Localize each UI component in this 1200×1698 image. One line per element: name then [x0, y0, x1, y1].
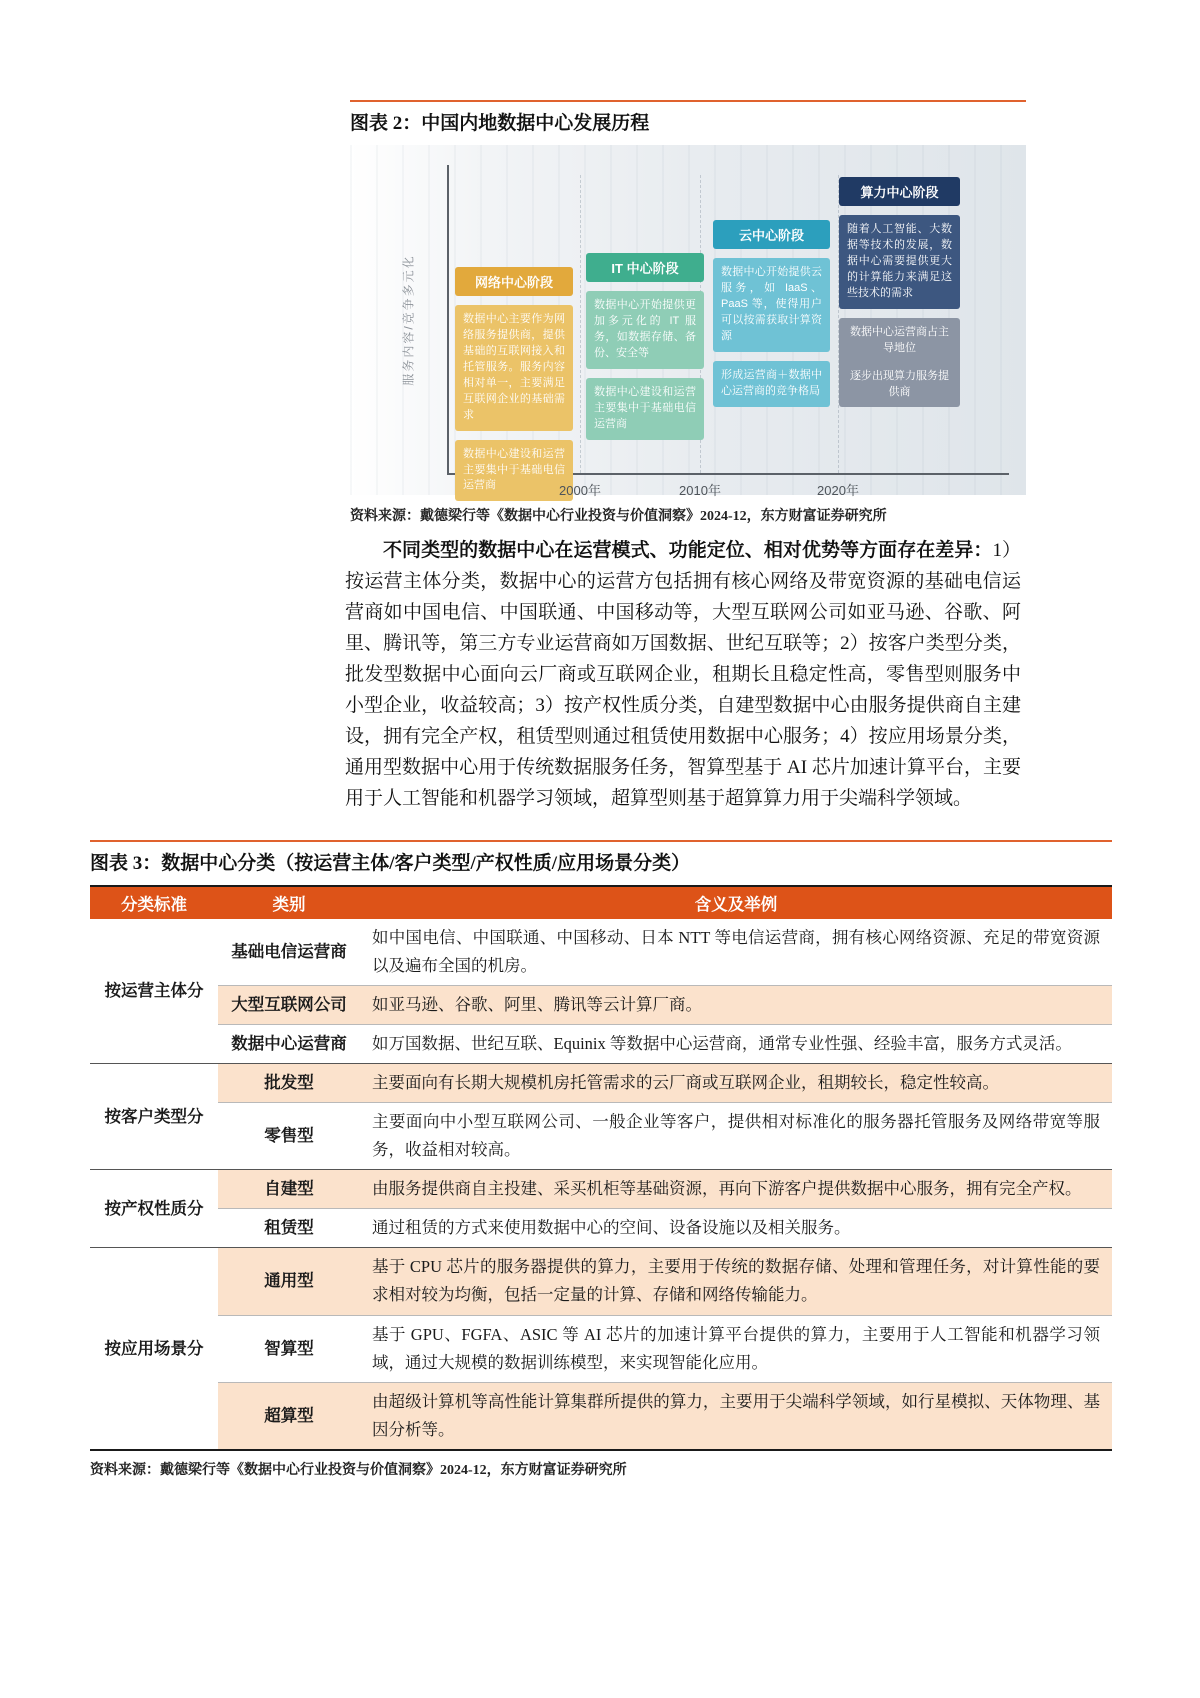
stage-network-center-box-1: 数据中心主要作为网络服务提供商，提供基础的互联网接入和托管服务。服务内容相对单一，主要满足互联网企业的基础需求	[455, 305, 573, 431]
figure-3-section	[90, 840, 1112, 1479]
col-header-standard: 分类标准	[90, 886, 218, 919]
chart-y-axis-label: 服务内容/竞争多元化	[401, 254, 416, 386]
body-paragraph-rest: 1）按运营主体分类，数据中心的运营方包括拥有核心网络及带宽资源的基础电信运营商如中国电信、中国联通、中国移动等，大型互联网公司如亚马逊、谷歌、阿里、腾讯等，第三方专业运营商如万国数据、世纪互联等；2）按客户类型分类，批发型数据中心面向云厂商或互联网企业，租期长且稳定性高，零售型则服务中小型企业，收益较高；3）按产权性质分类，自建型数据中心由服务提供商自主建设，拥有完全产权，租赁型则通过租赁使用数据中心服务；4）按应用场景分类，通用型数据中心用于传统数据服务任务，智算型基于 AI 芯片加速计算平台，主要用于人工智能和机器学习领域，超算型则基于超算算力用于尖端科学领域。	[345, 540, 1021, 809]
figure-2-chart	[350, 145, 1026, 498]
stage-computing-center-box-1: 随着人工智能、大数据等技术的发展，数据中心需要提供更大的计算能力来满足这些技术的需求	[839, 215, 960, 309]
x-tick-2000: 2000年	[559, 483, 601, 498]
col-header-category: 类别	[218, 886, 360, 919]
description-cell: 通过租赁的方式来使用数据中心的空间、设备设施以及相关服务。	[360, 1209, 1112, 1248]
group-label-operator: 按运营主体分	[90, 919, 218, 1064]
description-cell: 如万国数据、世纪互联、Equinix 等数据中心运营商，通常专业性强、经验丰富，服务方式灵活。	[360, 1025, 1112, 1064]
table-row	[90, 1315, 1112, 1382]
figure-3-source: 资料来源：戴德梁行等《数据中心行业投资与价值洞察》2024-12，东方财富证券研究所	[90, 1462, 627, 1478]
table-row	[90, 1382, 1112, 1450]
table-row	[90, 986, 1112, 1025]
figure-2-section	[350, 100, 1026, 525]
stage-it-center-box-1: 数据中心开始提供更加多元化的 IT 服务，如数据存储、备份、安全等	[586, 291, 704, 369]
figure-3-title: 图表 3：数据中心分类（按运营主体/客户类型/产权性质/应用场景分类）	[90, 840, 1112, 885]
stage-network-center-header: 网络中心阶段	[455, 267, 573, 296]
classification-table	[90, 885, 1112, 1451]
stage-cloud-center-box-2: 形成运营商＋数据中心运营商的竞争格局	[713, 361, 830, 407]
table-row	[90, 1248, 1112, 1315]
body-paragraph	[345, 535, 1021, 814]
col-header-meaning: 含义及举例	[360, 886, 1112, 919]
stage-it-center	[586, 253, 704, 440]
table-row	[90, 919, 1112, 986]
body-paragraph-lead: 不同类型的数据中心在运营模式、功能定位、相对优势等方面存在差异：	[383, 540, 993, 561]
stage-computing-center-box-2	[839, 318, 960, 408]
description-cell: 基于 GPU、FGFA、ASIC 等 AI 芯片的加速计算平台提供的算力，主要用于人工智能和机器学习领域，通过大规模的数据训练模型，来实现智能化应用。	[360, 1315, 1112, 1382]
category-cell: 租赁型	[218, 1209, 360, 1248]
description-cell: 主要面向中小型互联网公司、一般企业等客户，提供相对标准化的服务器托管服务及网络带宽等服务，收益相对较高。	[360, 1103, 1112, 1170]
figure-2-title: 图表 2：中国内地数据中心发展历程	[350, 100, 1026, 145]
stage-cloud-center-box-1: 数据中心开始提供云服务，如 IaaS、PaaS 等，使得用户可以按需获取计算资源	[713, 258, 830, 352]
table-row	[90, 1064, 1112, 1103]
chart-gridline-2000	[580, 175, 581, 473]
table-row	[90, 1170, 1112, 1209]
stage-network-center	[455, 267, 573, 501]
category-cell: 智算型	[218, 1315, 360, 1382]
description-cell: 如亚马逊、谷歌、阿里、腾讯等云计算厂商。	[360, 986, 1112, 1025]
description-cell: 基于 CPU 芯片的服务器提供的算力，主要用于传统的数据存储、处理和管理任务，对计算性能的要求相对较为均衡，包括一定量的计算、存储和网络传输能力。	[360, 1248, 1112, 1315]
stage-computing-center-box-2-line-1: 数据中心运营商占主导地位	[850, 325, 949, 354]
stage-cloud-center-header: 云中心阶段	[713, 220, 830, 249]
stage-cloud-center	[713, 220, 830, 407]
category-cell: 批发型	[218, 1064, 360, 1103]
stage-network-center-box-2: 数据中心建设和运营主要集中于基础电信运营商	[455, 440, 573, 502]
stage-computing-center	[839, 177, 960, 407]
stage-it-center-header: IT 中心阶段	[586, 253, 704, 282]
description-cell: 如中国电信、中国联通、中国移动、日本 NTT 等电信运营商，拥有核心网络资源、充足的带宽资源以及遍布全国的机房。	[372, 928, 1100, 976]
category-cell: 基础电信运营商	[231, 942, 347, 962]
group-label-customer: 按客户类型分	[90, 1064, 218, 1170]
stage-computing-center-box-2-line-2: 逐步出现算力服务提供商	[850, 369, 949, 398]
table-row	[90, 1209, 1112, 1248]
description-cell: 主要面向有长期大规模机房托管需求的云厂商或互联网企业，租期较长，稳定性较高。	[360, 1064, 1112, 1103]
category-cell: 大型互联网公司	[218, 986, 360, 1025]
category-cell: 数据中心运营商	[218, 1025, 360, 1064]
description-cell: 由服务提供商自主投建、采买机柜等基础资源，再向下游客户提供数据中心服务，拥有完全产权。	[360, 1170, 1112, 1209]
x-tick-2020: 2020年	[817, 483, 859, 498]
group-label-ownership: 按产权性质分	[90, 1170, 218, 1248]
chart-y-axis-line	[447, 165, 449, 475]
table-header-row	[90, 886, 1112, 919]
x-tick-2010: 2010年	[679, 483, 721, 498]
category-cell: 零售型	[218, 1103, 360, 1170]
category-cell: 超算型	[218, 1382, 360, 1450]
table-row	[90, 1025, 1112, 1064]
category-cell: 自建型	[218, 1170, 360, 1209]
group-label-application: 按应用场景分	[90, 1248, 218, 1450]
description-cell: 由超级计算机等高性能计算集群所提供的算力，主要用于尖端科学领域，如行星模拟、天体物理、基因分析等。	[360, 1382, 1112, 1450]
category-cell: 通用型	[218, 1248, 360, 1315]
stage-it-center-box-2: 数据中心建设和运营主要集中于基础电信运营商	[586, 378, 704, 440]
table-row	[90, 1103, 1112, 1170]
stage-computing-center-header: 算力中心阶段	[839, 177, 960, 206]
figure-2-source: 资料来源：戴德梁行等《数据中心行业投资与价值洞察》2024-12，东方财富证券研究所	[350, 509, 887, 524]
